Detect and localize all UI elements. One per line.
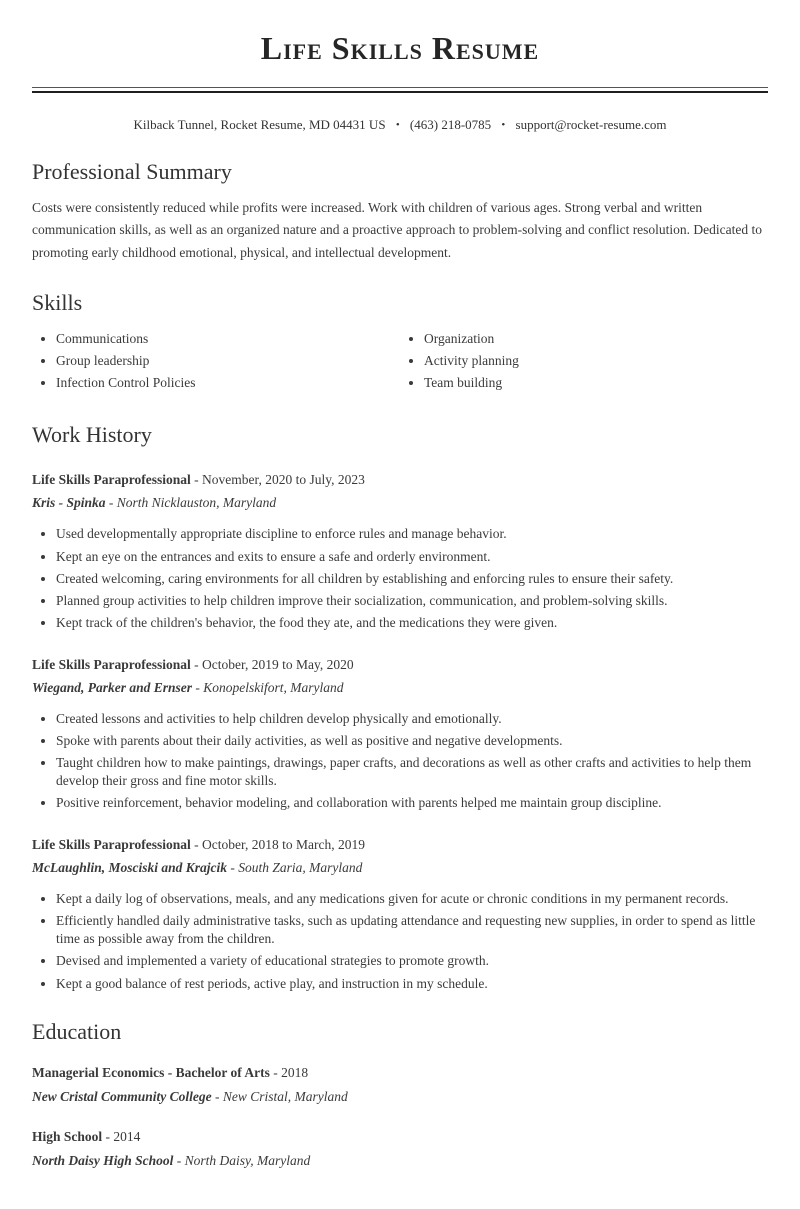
resume-header bbox=[32, 30, 768, 133]
job-bullet: • Efficiently handled daily administrative tasks, such as updating attendance and requesting new supplies, in order to spend as little time as possible away from the children. bbox=[56, 912, 768, 948]
skills-columns bbox=[32, 328, 768, 397]
school-name: New Cristal Community College bbox=[32, 1088, 212, 1104]
summary-paragraph: Costs were consistently reduced while profits were increased. Work with children of various ages. Strong verbal and written communication skills, as well as an organized nature and a proactive approach to problem-solving and conflict resolution. Dedicated to promoting early childhood emotional, physical, and intellectual development. bbox=[32, 200, 763, 260]
header-divider bbox=[32, 87, 768, 93]
skill-item: • Organization bbox=[424, 330, 768, 348]
job-location: North Nicklauston, Maryland bbox=[116, 495, 277, 511]
job-bullet: • Planned group activities to help children improve their socialization, communication, and problem-solving skills. bbox=[56, 592, 768, 610]
degree-name: Managerial Economics - Bachelor of Arts bbox=[32, 1064, 270, 1080]
dash-separator: - bbox=[230, 859, 235, 875]
job-location: Konopelskifort, Maryland bbox=[203, 679, 344, 695]
degree-name: High School bbox=[32, 1128, 103, 1144]
job-bullet: • Devised and implemented a variety of educational strategies to promote growth. bbox=[56, 952, 768, 970]
school-name: North Daisy High School bbox=[32, 1152, 174, 1168]
school-line bbox=[32, 1153, 768, 1169]
job-bullet-list bbox=[32, 525, 768, 632]
job-dates: October, 2019 to May, 2020 bbox=[202, 656, 354, 672]
skills-heading: Skills bbox=[32, 289, 83, 315]
degree-line bbox=[32, 1129, 768, 1145]
dash-separator: - bbox=[176, 1152, 182, 1168]
job-bullet: • Kept track of the children's behavior, the food they ate, and the medications they were given. bbox=[56, 614, 768, 632]
job-bullet: • Created lessons and activities to help children develop physically and emotionally. bbox=[56, 710, 768, 728]
job-location: South Zaria, Maryland bbox=[238, 859, 363, 875]
bullet-separator: • bbox=[501, 119, 506, 131]
company-name: Kris - Spinka bbox=[32, 495, 106, 511]
job-bullet: • Kept a good balance of rest periods, active play, and instruction in my schedule. bbox=[56, 975, 768, 993]
dash-separator: - bbox=[195, 679, 200, 695]
dash-separator: - bbox=[273, 1064, 278, 1080]
job-entry bbox=[32, 837, 768, 993]
dash-separator: - bbox=[215, 1088, 220, 1104]
contact-address: Kilback Tunnel, Rocket Resume, MD 04431 US bbox=[133, 117, 386, 132]
section-work-history bbox=[32, 422, 768, 992]
dash-separator: - bbox=[194, 472, 199, 488]
education-entry bbox=[32, 1065, 768, 1105]
company-line bbox=[32, 680, 768, 696]
job-bullet: • Spoke with parents about their daily activities, as well as positive and negative developments. bbox=[56, 732, 768, 750]
graduation-year: 2018 bbox=[281, 1064, 309, 1080]
job-dates: October, 2018 to March, 2019 bbox=[202, 836, 365, 852]
dash-separator: - bbox=[105, 1128, 111, 1144]
job-bullet-list bbox=[32, 710, 768, 813]
job-bullet: • Kept a daily log of observations, meals, and any medications given for acute or chronic conditions in my permanent records. bbox=[56, 890, 768, 908]
dash-separator: - bbox=[194, 836, 199, 852]
company-line bbox=[32, 860, 768, 876]
section-skills bbox=[32, 290, 768, 397]
job-bullet: • Positive reinforcement, behavior modeling, and collaboration with parents helped me maintain group discipline. bbox=[56, 794, 768, 812]
job-entry bbox=[32, 657, 768, 813]
company-name: McLaughlin, Mosciski and Krajcik bbox=[32, 859, 228, 875]
job-bullet: • Created welcoming, caring environments for all children by establishing and enforcing rules to ensure their safety. bbox=[56, 570, 768, 588]
job-title: Life Skills Paraprofessional bbox=[32, 656, 191, 672]
contact-phone: (463) 218-0785 bbox=[409, 117, 492, 132]
job-title: Life Skills Paraprofessional bbox=[32, 836, 191, 852]
company-line bbox=[32, 495, 768, 511]
job-bullet: • Taught children how to make paintings, drawings, paper crafts, and decorations as well as other crafts and activities to help them develop their gross and fine motor skills. bbox=[56, 754, 768, 790]
skills-column-1 bbox=[32, 330, 400, 397]
dash-separator: - bbox=[108, 495, 114, 511]
job-dates: November, 2020 to July, 2023 bbox=[202, 472, 365, 488]
skill-item: • Activity planning bbox=[424, 352, 768, 370]
skill-item: • Group leadership bbox=[56, 352, 400, 370]
skill-item: • Team building bbox=[424, 374, 768, 392]
school-location: New Cristal, Maryland bbox=[222, 1088, 348, 1104]
job-bullet: • Used developmentally appropriate discipline to enforce rules and manage behavior. bbox=[56, 525, 768, 543]
job-title-line bbox=[32, 837, 768, 853]
job-bullet: • Kept an eye on the entrances and exits to ensure a safe and orderly environment. bbox=[56, 548, 768, 566]
education-heading: Education bbox=[32, 1018, 122, 1044]
skill-item: • Infection Control Policies bbox=[56, 374, 400, 392]
section-professional-summary bbox=[32, 159, 768, 264]
education-entry bbox=[32, 1129, 768, 1169]
skills-column-2 bbox=[400, 330, 768, 397]
section-education bbox=[32, 1019, 768, 1169]
bullet-separator: • bbox=[395, 119, 400, 131]
contact-line bbox=[32, 117, 768, 133]
company-name: Wiegand, Parker and Ernser bbox=[32, 679, 193, 695]
degree-line bbox=[32, 1065, 768, 1081]
job-bullet-list bbox=[32, 890, 768, 993]
graduation-year: 2014 bbox=[113, 1128, 141, 1144]
page-title: Life Skills Resume bbox=[260, 30, 540, 66]
school-line bbox=[32, 1089, 768, 1105]
job-entry bbox=[32, 472, 768, 632]
job-title: Life Skills Paraprofessional bbox=[32, 472, 191, 488]
job-title-line bbox=[32, 657, 768, 673]
dash-separator: - bbox=[194, 656, 199, 672]
summary-heading: Professional Summary bbox=[32, 159, 232, 184]
skill-item: • Communications bbox=[56, 330, 400, 348]
school-location: North Daisy, Maryland bbox=[184, 1152, 311, 1168]
job-title-line bbox=[32, 472, 768, 488]
work-history-heading: Work History bbox=[32, 422, 152, 448]
contact-email: support@rocket-resume.com bbox=[515, 117, 667, 132]
